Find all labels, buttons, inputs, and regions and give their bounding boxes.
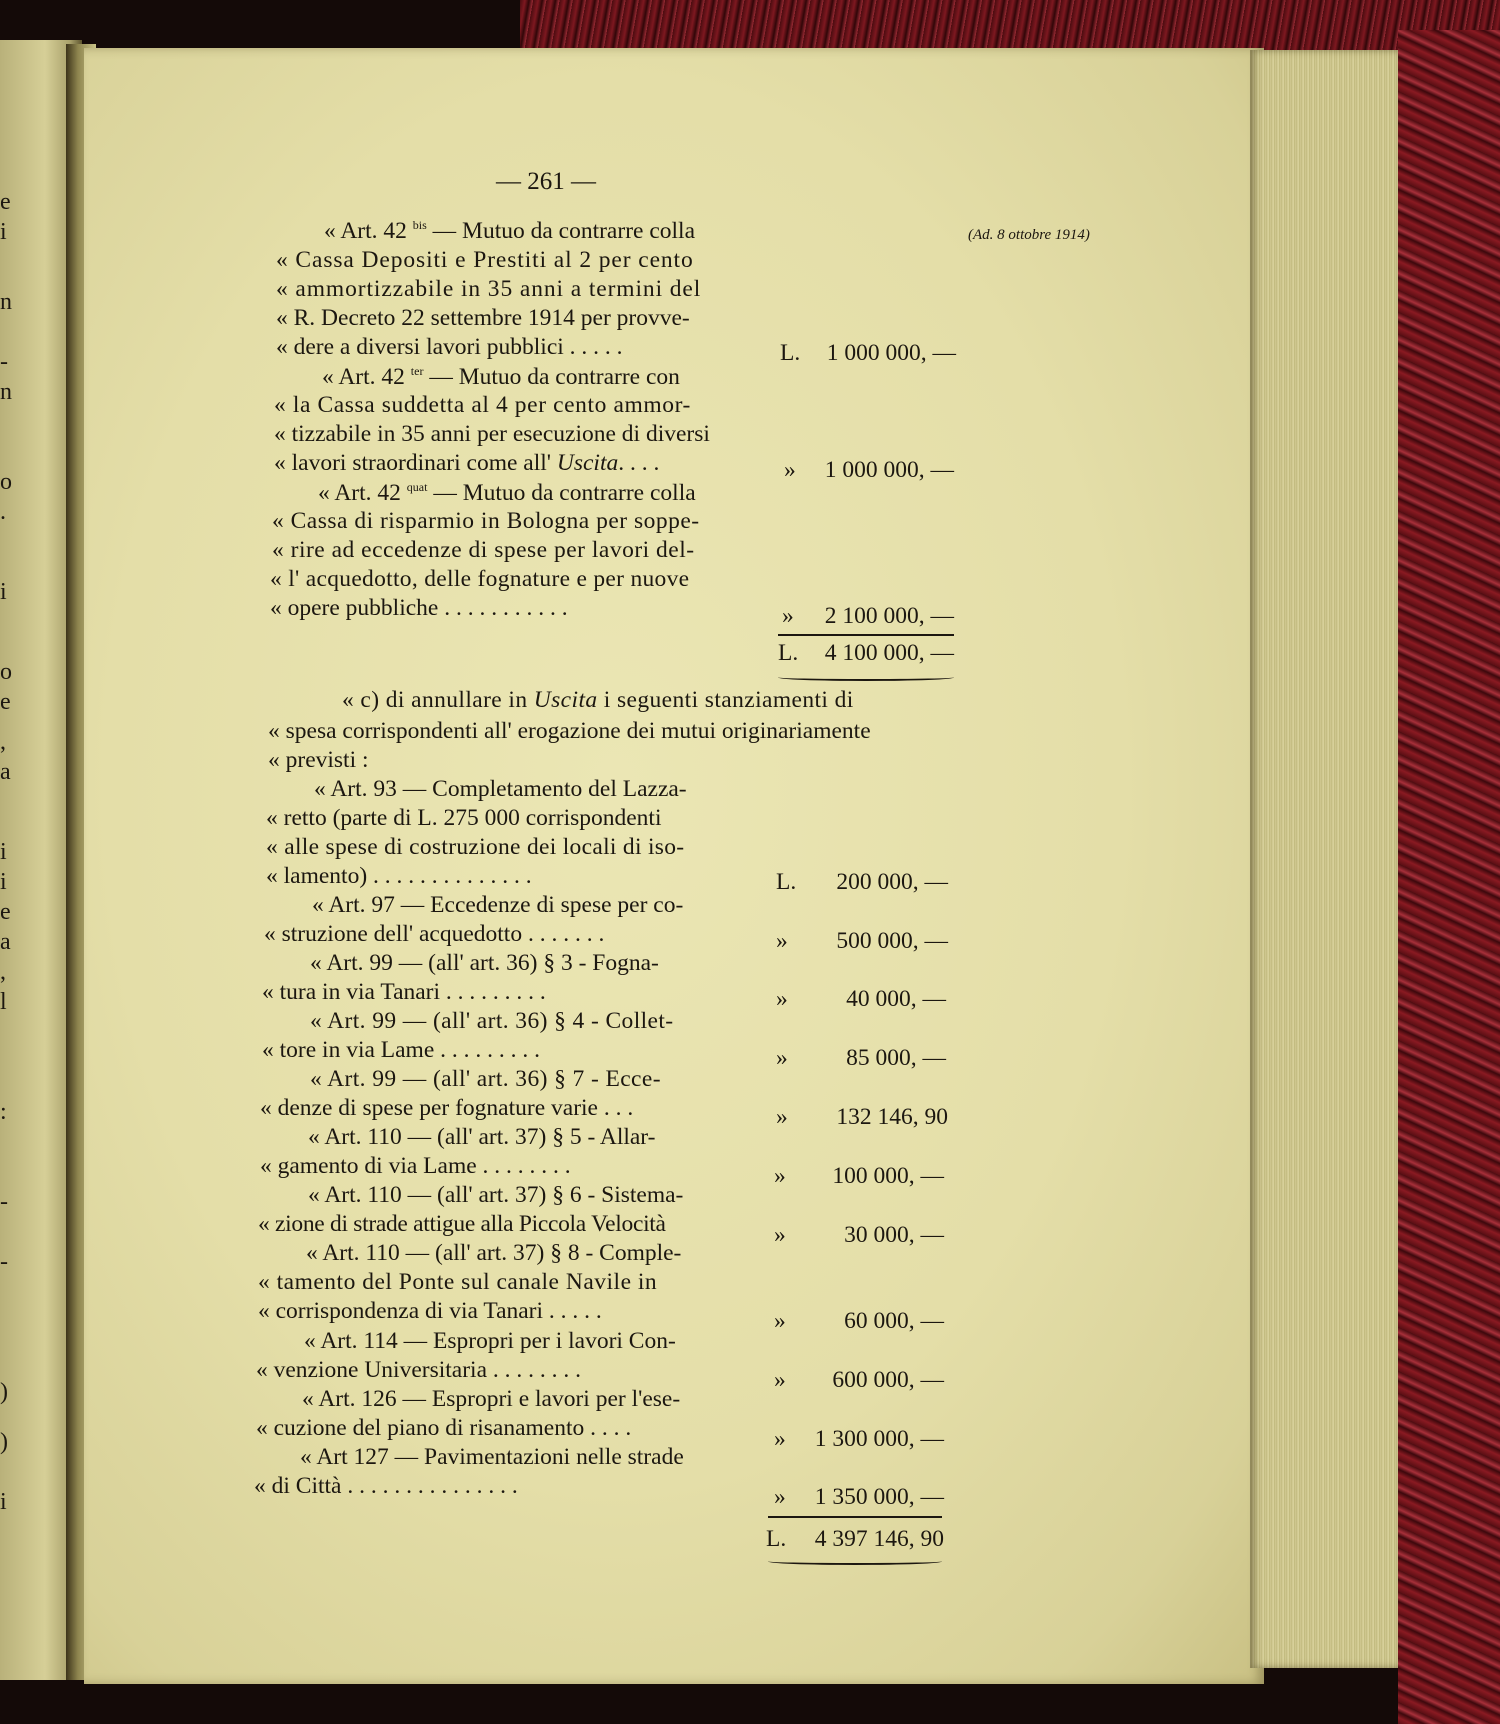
text-line: « rire ad eccedenze di spese per lavori del-: [272, 537, 695, 563]
text-line: « denze di spese per fognature varie . . .: [260, 1095, 634, 1121]
amount-value: 100 000, —: [832, 1163, 944, 1189]
total-underline: [778, 674, 954, 681]
text-span: « lavori straordinari come all': [274, 450, 557, 476]
page-number: — 261 —: [496, 168, 596, 195]
total-mark: L.: [766, 1526, 787, 1552]
text-line: « struzione dell' acquedotto . . . . . . .: [264, 921, 605, 947]
page-block-edges: [1250, 50, 1398, 1668]
date-note: (Ad. 8 ottobre 1914): [968, 227, 1090, 243]
text-line: « di Città . . . . . . . . . . . . . . .: [254, 1473, 518, 1499]
text-line: « tura in via Tanari . . . . . . . . .: [262, 979, 546, 1005]
margin-letter: -: [0, 349, 8, 375]
text-line: « dere a diversi lavori pubblici . . . . .: [276, 334, 623, 360]
amount-value: 132 146, 90: [836, 1104, 948, 1130]
margin-letter: ): [0, 1379, 8, 1405]
text-line: « Art 127 — Pavimentazioni nelle strade: [300, 1444, 684, 1470]
amount-mark: »: [776, 986, 788, 1012]
amount-value: 1 300 000, —: [814, 1426, 944, 1452]
total-value: 4 397 146, 90: [814, 1526, 944, 1552]
amount-mark: »: [774, 1308, 786, 1334]
text-line: « Cassa di risparmio in Bologna per soppe-: [272, 508, 700, 534]
text-line: « Art. 110 — (all' art. 37) § 5 - Allar-: [308, 1124, 656, 1150]
book-cover-top: [520, 0, 1500, 52]
text-line: « Art. 114 — Espropri per i lavori Con-: [304, 1328, 676, 1354]
amount-value: 1 000 000, —: [824, 457, 954, 483]
text-span: « c) di annullare in: [342, 687, 534, 713]
text-line: [342, 689, 854, 713]
amount-value: 2 100 000, —: [824, 603, 954, 629]
margin-letter: o: [0, 659, 12, 685]
text-span: . . . .: [618, 450, 660, 476]
margin-letter: .: [0, 499, 6, 525]
amount-value: 1 000 000, —: [826, 340, 956, 366]
text-line: [322, 365, 680, 390]
text-line: « previsti :: [268, 747, 369, 773]
margin-letter: i: [0, 219, 7, 245]
text-line: « tore in via Lame . . . . . . . . .: [262, 1037, 541, 1063]
margin-letter: n: [0, 379, 12, 405]
margin-letter: :: [0, 1099, 7, 1125]
text-span: — Mutuo da contrarre con: [423, 364, 680, 390]
text-line: « retto (parte di L. 275 000 corrispondenti: [266, 805, 662, 831]
text-span: — Mutuo da contrarre colla: [427, 480, 696, 506]
sum-rule: [778, 634, 954, 636]
margin-letter: ): [0, 1429, 8, 1455]
amount-mark: L.: [776, 869, 797, 895]
text-line: « Cassa Depositi e Prestiti al 2 per cento: [276, 247, 694, 273]
margin-letter: e: [0, 899, 11, 925]
text-line: « Art. 110 — (all' art. 37) § 6 - Sistema-: [308, 1182, 684, 1208]
text-line: « R. Decreto 22 settembre 1914 per provve-: [276, 305, 690, 331]
margin-letter: o: [0, 469, 12, 495]
text-line: « lamento) . . . . . . . . . . . . . .: [266, 863, 532, 889]
text-line: « Art. 126 — Espropri e lavori per l'ese-: [302, 1386, 681, 1412]
sum-rule: [768, 1516, 942, 1518]
amount-value: 85 000, —: [846, 1045, 946, 1071]
text-line: « ammortizzabile in 35 anni a termini del: [276, 276, 702, 302]
text-line: « Art. 99 — (all' art. 36) § 7 - Ecce-: [310, 1066, 661, 1092]
margin-letter: i: [0, 839, 7, 865]
total-mark: L.: [778, 640, 799, 666]
margin-letter: n: [0, 289, 12, 315]
book-cover-right: [1398, 30, 1500, 1724]
text-line: « Art. 99 — (all' art. 36) § 3 - Fogna-: [310, 950, 659, 976]
margin-letter: i: [0, 869, 7, 895]
superscript: quat: [406, 480, 428, 494]
italic-word: Uscita: [556, 450, 619, 476]
text-line: [274, 452, 659, 476]
total-underline: [768, 1558, 942, 1565]
amount-mark: »: [774, 1163, 786, 1189]
text-line: « venzione Universitaria . . . . . . . .: [256, 1357, 581, 1383]
amount-mark: »: [784, 457, 796, 483]
amount-value: 1 350 000, —: [814, 1484, 944, 1510]
text-line: « Art. 110 — (all' art. 37) § 8 - Comple-: [306, 1240, 682, 1266]
superscript: bis: [412, 218, 427, 232]
margin-letter: -: [0, 1249, 8, 1275]
text-line: « Art. 99 — (all' art. 36) § 4 - Collet-: [310, 1008, 674, 1034]
margin-letter: a: [0, 759, 11, 785]
text-line: [318, 481, 696, 506]
text-line: « zione di strade attigue alla Piccola Velocità: [258, 1211, 666, 1237]
margin-letter: i: [0, 1489, 7, 1515]
text-line: « tizzabile in 35 anni per esecuzione di diversi: [274, 421, 710, 447]
text-line: « cuzione del piano di risanamento . . . .: [256, 1415, 632, 1441]
text-line: « gamento di via Lame . . . . . . . .: [260, 1153, 571, 1179]
margin-letter: ,: [0, 959, 6, 985]
text-span: « Art. 42: [322, 364, 411, 390]
amount-value: 200 000, —: [836, 869, 948, 895]
amount-value: 600 000, —: [832, 1367, 944, 1393]
amount-mark: »: [774, 1426, 786, 1452]
text-span: « Art. 42: [318, 480, 407, 506]
amount-mark: »: [776, 1045, 788, 1071]
margin-letter: a: [0, 929, 11, 955]
amount-mark: »: [774, 1222, 786, 1248]
text-line: « Art. 93 — Completamento del Lazza-: [314, 776, 687, 802]
margin-letter: l: [0, 989, 7, 1015]
text-span: i seguenti stanziamenti di: [597, 687, 854, 713]
amount-mark: »: [776, 928, 788, 954]
amount-value: 30 000, —: [844, 1222, 944, 1248]
margin-letter: i: [0, 579, 7, 605]
amount-mark: »: [774, 1367, 786, 1393]
text-span: — Mutuo da contrarre colla: [426, 218, 695, 244]
text-line: « alle spese di costruzione dei locali di iso-: [266, 834, 685, 860]
amount-mark: »: [782, 603, 794, 629]
amount-mark: »: [774, 1484, 786, 1510]
margin-letter: -: [0, 1189, 8, 1215]
text-line: « spesa corrispondenti all' erogazione dei mutui originariamente: [268, 718, 871, 744]
superscript: ter: [410, 364, 424, 378]
text-line: « la Cassa suddetta al 4 per cento ammor-: [274, 392, 691, 418]
amount-value: 60 000, —: [844, 1308, 944, 1334]
text-line: [324, 219, 695, 244]
margin-letter: ,: [0, 729, 6, 755]
text-line: « opere pubbliche . . . . . . . . . . .: [270, 595, 568, 621]
amount-value: 500 000, —: [836, 928, 948, 954]
text-line: « Art. 97 — Eccedenze di spese per co-: [312, 892, 684, 918]
margin-letter: e: [0, 689, 11, 715]
text-line: « corrispondenza di via Tanari . . . . .: [258, 1298, 602, 1324]
amount-mark: »: [776, 1104, 788, 1130]
margin-letter: e: [0, 189, 11, 215]
text-line: « tamento del Ponte sul canale Navile in: [258, 1269, 658, 1295]
total-value: 4 100 000, —: [824, 640, 954, 666]
text-span: « Art. 42: [324, 218, 413, 244]
text-line: « l' acquedotto, delle fognature e per nuove: [270, 566, 690, 592]
amount-value: 40 000, —: [846, 986, 946, 1012]
amount-mark: L.: [780, 340, 801, 366]
italic-word: Uscita: [533, 687, 598, 713]
